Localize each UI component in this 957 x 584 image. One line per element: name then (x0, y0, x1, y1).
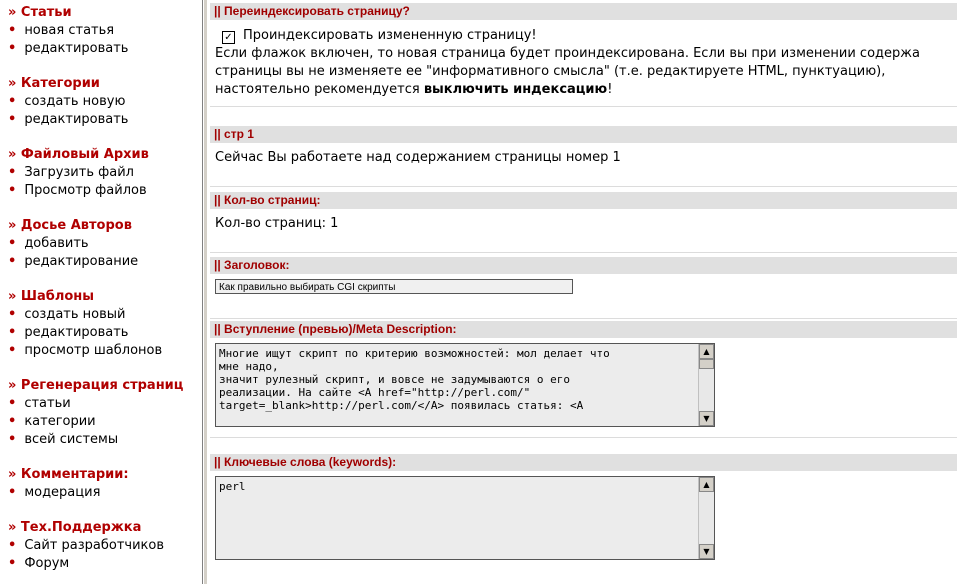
sidebar-section-title[interactable]: » Категории (8, 76, 100, 91)
description-panel (210, 321, 957, 438)
page-header: || стр 1 (210, 126, 957, 143)
sidebar-item-label[interactable]: редактирование (24, 254, 139, 269)
scroll-down-icon[interactable]: ▼ (699, 544, 714, 559)
sidebar-item-label[interactable]: новая статья (24, 23, 115, 38)
reindex-help-line1: Если флажок включен, то новая страница будет проиндексирована. Если вы при изменении содержа (215, 46, 920, 61)
sidebar-item[interactable] (0, 164, 149, 182)
sidebar-item[interactable] (0, 93, 128, 111)
bullet-icon: • (8, 396, 17, 411)
sidebar-item[interactable] (0, 40, 128, 58)
description-textarea[interactable] (215, 343, 715, 427)
scroll-down-icon[interactable]: ▼ (699, 411, 714, 426)
sidebar-section-title[interactable]: » Комментарии: (8, 467, 129, 482)
bullet-icon: • (8, 254, 17, 269)
sidebar-item[interactable] (0, 324, 162, 342)
sidebar-nav (0, 0, 203, 584)
sidebar-item-label[interactable]: Загрузить файл (24, 165, 134, 180)
sidebar-item-label[interactable]: создать новый (24, 307, 126, 322)
sidebar-item-label[interactable]: редактировать (24, 112, 129, 127)
sidebar-item-label[interactable]: просмотр шаблонов (24, 343, 163, 358)
sidebar-section (0, 217, 138, 271)
reindex-help-prefix: настоятельно рекомендуется (215, 82, 424, 97)
bullet-icon: • (8, 41, 17, 56)
sidebar-item[interactable] (0, 111, 128, 129)
description-text: Многие ищут скрипт по критерию возможностей: мол делает что мне надо, значит рулезный скрипт, и вовсе не задумываются о его реализации. На сайте <A href="http://perl.com/" target=_blank>http://perl.com/</A> появилась статья: <A (219, 347, 610, 412)
sidebar-section (0, 75, 128, 129)
reindex-help-line3 (215, 81, 957, 99)
page-panel (210, 126, 957, 187)
reindex-panel (210, 3, 957, 107)
bullet-icon: • (8, 23, 17, 38)
reindex-checkbox-row[interactable] (215, 27, 957, 45)
sidebar-section-title[interactable]: » Тех.Поддержка (8, 520, 142, 535)
sidebar-section (0, 4, 128, 58)
sidebar-section (0, 146, 149, 200)
sidebar-item[interactable] (0, 537, 164, 555)
reindex-help-line2: страницы вы не изменяете ее "информативного смысла" (т.е. редактируете HTML, пунктуацию), (215, 64, 886, 79)
bullet-icon: • (8, 485, 17, 500)
reindex-help-bold: выключить индексацию (423, 82, 608, 97)
sidebar-item-label[interactable]: редактировать (24, 325, 129, 340)
description-scrollbar[interactable] (698, 344, 714, 426)
sidebar-section (0, 377, 183, 449)
reindex-checkbox[interactable]: ✓ (222, 31, 235, 44)
sidebar-item-label[interactable]: категории (24, 414, 96, 429)
keywords-scrollbar[interactable] (698, 477, 714, 559)
reindex-header: || Переиндексировать страницу? (210, 3, 957, 20)
sidebar-item-label[interactable]: создать новую (24, 94, 126, 109)
sidebar-item-label[interactable]: всей системы (24, 432, 119, 447)
scroll-up-icon[interactable]: ▲ (699, 477, 714, 492)
bullet-icon: • (8, 236, 17, 251)
pages-count-panel (210, 192, 957, 253)
sidebar-item[interactable] (0, 413, 183, 431)
bullet-icon: • (8, 307, 17, 322)
bullet-icon: • (8, 165, 17, 180)
bullet-icon: • (8, 432, 17, 447)
pages-count-header: || Кол-во страниц: (210, 192, 957, 209)
sidebar-item-label[interactable]: добавить (24, 236, 89, 251)
sidebar-item-label[interactable]: Сайт разработчиков (24, 538, 164, 553)
sidebar-section-title[interactable]: » Регенерация страниц (8, 378, 184, 393)
title-input[interactable]: Как правильно выбирать CGI скрипты (215, 279, 573, 294)
sidebar-section (0, 519, 164, 573)
bullet-icon: • (8, 556, 17, 571)
scroll-thumb[interactable] (699, 359, 714, 369)
sidebar-item[interactable] (0, 555, 164, 573)
keywords-header: || Ключевые слова (keywords): (210, 454, 957, 471)
sidebar-item[interactable] (0, 182, 149, 200)
sidebar-item-label[interactable]: статьи (24, 396, 71, 411)
main-content (207, 0, 957, 584)
page-status-text: Сейчас Вы работаете над содержанием страницы номер 1 (215, 150, 621, 165)
bullet-icon: • (8, 538, 17, 553)
sidebar-item[interactable] (0, 342, 162, 360)
reindex-checkbox-label: Проиндексировать измененную страницу! (243, 28, 537, 43)
bullet-icon: • (8, 414, 17, 429)
sidebar-item-label[interactable]: редактировать (24, 41, 129, 56)
sidebar-item[interactable] (0, 253, 138, 271)
bullet-icon: • (8, 94, 17, 109)
scroll-up-icon[interactable]: ▲ (699, 344, 714, 359)
bullet-icon: • (8, 183, 17, 198)
sidebar-section-title[interactable]: » Шаблоны (8, 289, 95, 304)
sidebar-item[interactable] (0, 235, 138, 253)
sidebar-item[interactable] (0, 431, 183, 449)
description-header: || Вступление (превью)/Meta Description: (210, 321, 957, 338)
reindex-help-suffix: ! (607, 82, 613, 97)
sidebar-item[interactable] (0, 306, 162, 324)
sidebar-item[interactable] (0, 22, 128, 40)
sidebar-item-label[interactable]: Просмотр файлов (24, 183, 147, 198)
sidebar-section-title[interactable]: » Файловый Архив (8, 147, 149, 162)
sidebar-item[interactable] (0, 484, 129, 502)
pages-count-text: Кол-во страниц: 1 (215, 216, 339, 231)
sidebar-section-title[interactable]: » Досье Авторов (8, 218, 132, 233)
keywords-textarea[interactable] (215, 476, 715, 560)
sidebar-section (0, 288, 162, 360)
keywords-panel (210, 454, 957, 584)
title-header: || Заголовок: (210, 257, 957, 274)
bullet-icon: • (8, 325, 17, 340)
sidebar-item-label[interactable]: модерация (24, 485, 101, 500)
bullet-icon: • (8, 343, 17, 358)
sidebar-section-title[interactable]: » Статьи (8, 5, 72, 20)
sidebar-section (0, 466, 129, 502)
sidebar-item[interactable] (0, 395, 183, 413)
title-panel (210, 257, 957, 319)
bullet-icon: • (8, 112, 17, 127)
keywords-text: perl (219, 480, 246, 493)
sidebar-item-label[interactable]: Форум (24, 556, 70, 571)
